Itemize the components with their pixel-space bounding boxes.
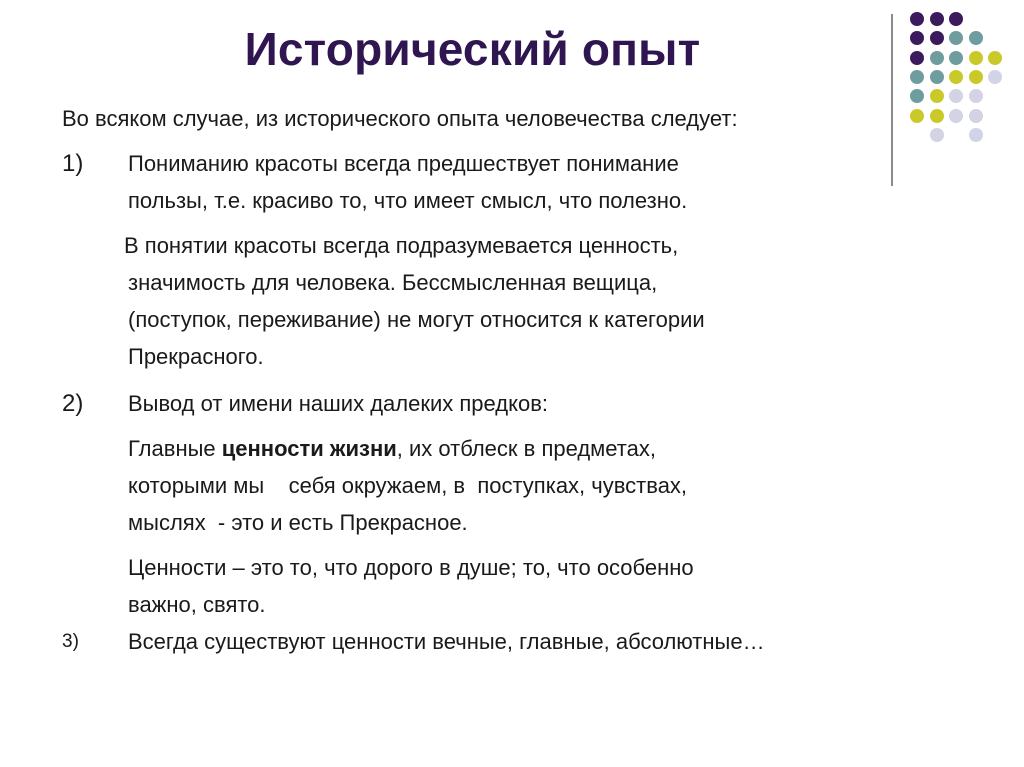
item-2-definition-line-2: важно, свято. — [128, 592, 266, 617]
decorative-dot — [930, 89, 944, 103]
values-line-post: , их отблеск в предметах, — [396, 436, 656, 461]
decorative-dot — [969, 70, 983, 84]
list-marker-2: 2) — [62, 390, 84, 417]
decorative-dot — [910, 31, 924, 45]
item-1-note-line-3: (поступок, переживание) не могут относится к категории — [128, 307, 705, 332]
vertical-divider — [891, 14, 893, 186]
item-2-line-1: Вывод от имени наших далеких предков: — [128, 391, 549, 416]
intro-text: Во всяком случае, из исторического опыта человечества следует: — [62, 106, 738, 131]
decorative-dot — [969, 128, 983, 142]
decorative-dot — [988, 51, 1002, 65]
decorative-dot — [949, 70, 963, 84]
decorative-dot — [969, 89, 983, 103]
item-1-line-1: Пониманию красоты всегда предшествует понимание — [128, 151, 679, 176]
item-1-line-2: пользы, т.е. красиво то, что имеет смысл, что полезно. — [128, 188, 688, 213]
decorative-dot — [930, 31, 944, 45]
decorative-dot — [988, 70, 1002, 84]
slide-title: Исторический опыт — [244, 23, 701, 75]
item-1-note-line-4: Прекрасного. — [128, 344, 264, 369]
decorative-dot — [930, 70, 944, 84]
values-line-bold: ценности жизни — [221, 436, 397, 461]
decorative-dot — [930, 128, 944, 142]
values-line-pre: Главные — [128, 436, 222, 461]
decorative-dot — [910, 12, 924, 26]
decorative-dot — [930, 51, 944, 65]
decorative-dot — [949, 31, 963, 45]
item-2-definition-line-1: Ценности – это то, что дорого в душе; то, что особенно — [128, 555, 694, 580]
item-2-values-line-2: которыми мы себя окружаем, в поступках, чувствах, — [128, 473, 688, 498]
decorative-dot — [910, 109, 924, 123]
decorative-dot — [949, 51, 963, 65]
decorative-dot-grid — [910, 12, 1010, 172]
decorative-dot — [910, 89, 924, 103]
decorative-dot — [910, 70, 924, 84]
decorative-dot — [969, 51, 983, 65]
item-2-values-line-3: мыслях - это и есть Прекрасное. — [128, 510, 468, 535]
decorative-dot — [910, 51, 924, 65]
decorative-dot — [949, 89, 963, 103]
decorative-dot — [969, 109, 983, 123]
decorative-dot — [930, 109, 944, 123]
item-1-note-line-1: В понятии красоты всегда подразумевается ценность, — [124, 233, 679, 258]
item-2-values-line-1 — [128, 436, 656, 462]
decorative-dot — [969, 31, 983, 45]
list-marker-1: 1) — [62, 150, 84, 177]
decorative-dot — [949, 109, 963, 123]
decorative-dot — [949, 12, 963, 26]
list-marker-3: 3) — [62, 631, 79, 652]
item-1-note-line-2: значимость для человека. Бессмысленная вещица, — [128, 270, 658, 295]
decorative-dot — [930, 12, 944, 26]
item-3-line-1: Всегда существуют ценности вечные, главные, абсолютные… — [128, 629, 765, 654]
